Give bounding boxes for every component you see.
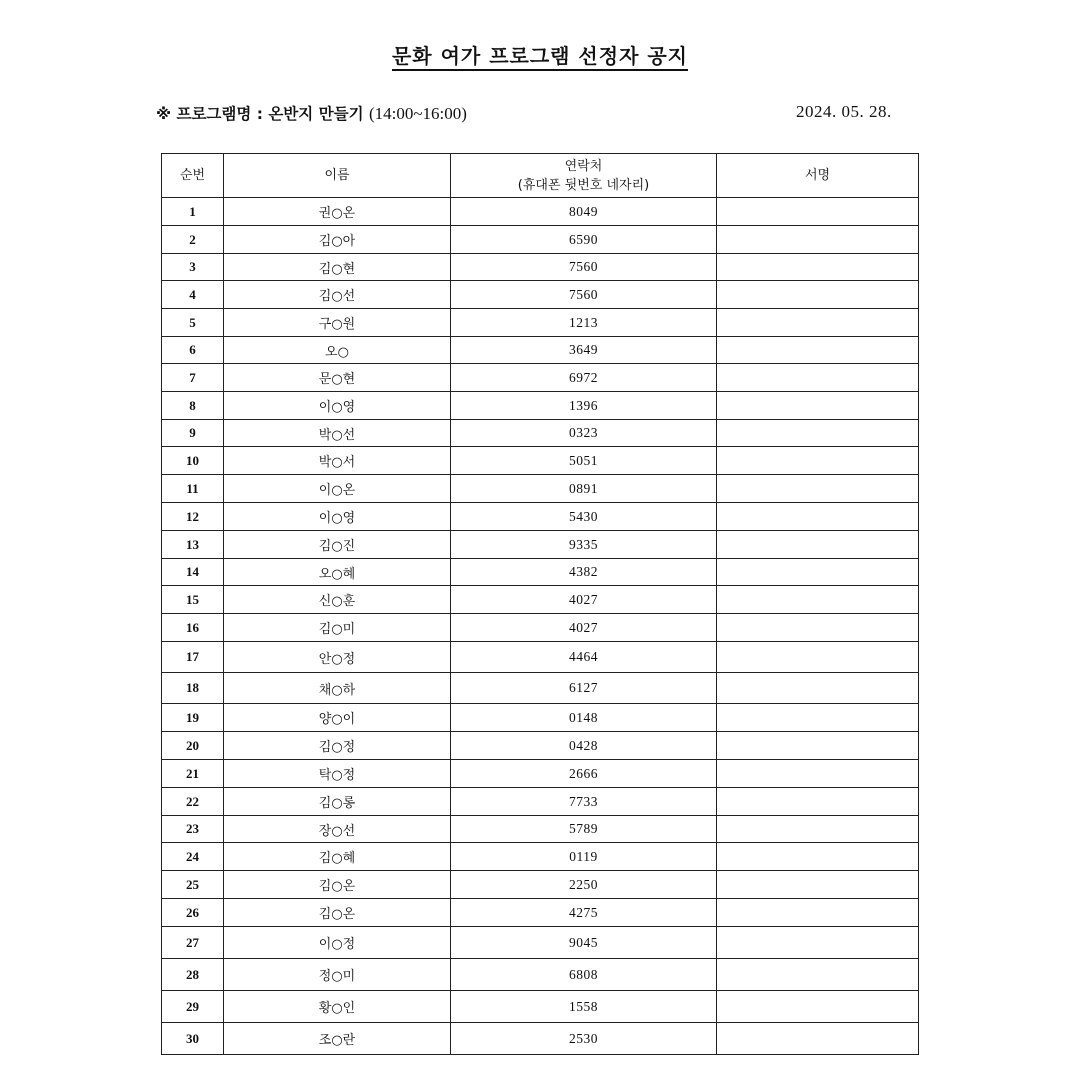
- table-row: [162, 559, 919, 586]
- row-name: 이○온: [224, 475, 451, 503]
- row-number: 1: [162, 198, 224, 226]
- row-name: 양○이: [224, 704, 451, 732]
- program-name: ※ 프로그램명 : 온반지 만들기: [156, 105, 369, 123]
- row-name: 이○정: [224, 927, 451, 959]
- row-name: 이○영: [224, 392, 451, 420]
- row-phone: 6590: [451, 226, 717, 254]
- table-row: [162, 198, 919, 226]
- row-phone: 8049: [451, 198, 717, 226]
- row-signature[interactable]: [717, 843, 919, 871]
- row-name: 김○혜: [224, 843, 451, 871]
- row-signature[interactable]: [717, 927, 919, 959]
- selected-participants-table: [161, 153, 919, 1055]
- row-name: 탁○정: [224, 760, 451, 788]
- row-number: 19: [162, 704, 224, 732]
- row-name: 정○미: [224, 959, 451, 991]
- program-time: (14:00~16:00): [368, 104, 467, 123]
- row-signature[interactable]: [717, 614, 919, 642]
- row-name: 김○온: [224, 871, 451, 899]
- table-row: [162, 816, 919, 843]
- row-name: 김○선: [224, 281, 451, 309]
- row-phone: 2530: [451, 1023, 717, 1055]
- row-name: 신○훈: [224, 586, 451, 614]
- row-phone: 6127: [451, 673, 717, 704]
- document-title: 문화 여가 프로그램 선정자 공지: [392, 44, 688, 71]
- row-phone: 9335: [451, 531, 717, 559]
- row-number: 23: [162, 816, 224, 843]
- row-name: 김○미: [224, 614, 451, 642]
- document-title-wrap: [0, 40, 1080, 69]
- table-row: [162, 531, 919, 559]
- row-phone: 0891: [451, 475, 717, 503]
- row-name: 이○영: [224, 503, 451, 531]
- table-row: [162, 364, 919, 392]
- row-name: 김○롱: [224, 788, 451, 816]
- row-signature[interactable]: [717, 226, 919, 254]
- row-phone: 0119: [451, 843, 717, 871]
- row-name: 오○: [224, 337, 451, 364]
- row-phone: 7560: [451, 281, 717, 309]
- row-number: 20: [162, 732, 224, 760]
- row-number: 30: [162, 1023, 224, 1055]
- table-row: [162, 899, 919, 927]
- row-signature[interactable]: [717, 198, 919, 226]
- row-number: 22: [162, 788, 224, 816]
- row-phone: 6808: [451, 959, 717, 991]
- row-signature[interactable]: [717, 281, 919, 309]
- row-name: 김○온: [224, 899, 451, 927]
- row-signature[interactable]: [717, 309, 919, 337]
- row-number: 10: [162, 447, 224, 475]
- row-name: 황○인: [224, 991, 451, 1023]
- header-signature: 서명: [717, 154, 919, 198]
- row-name: 채○하: [224, 673, 451, 704]
- row-signature[interactable]: [717, 1023, 919, 1055]
- row-number: 28: [162, 959, 224, 991]
- row-name: 박○서: [224, 447, 451, 475]
- table-row: [162, 704, 919, 732]
- row-signature[interactable]: [717, 959, 919, 991]
- row-signature[interactable]: [717, 531, 919, 559]
- table-row: [162, 871, 919, 899]
- row-phone: 5051: [451, 447, 717, 475]
- table-row: [162, 586, 919, 614]
- row-number: 8: [162, 392, 224, 420]
- row-phone: 4027: [451, 614, 717, 642]
- row-number: 17: [162, 642, 224, 673]
- row-phone: 1396: [451, 392, 717, 420]
- row-number: 2: [162, 226, 224, 254]
- row-number: 21: [162, 760, 224, 788]
- row-signature[interactable]: [717, 392, 919, 420]
- row-phone: 7560: [451, 254, 717, 281]
- row-phone: 2666: [451, 760, 717, 788]
- row-phone: 7733: [451, 788, 717, 816]
- row-name: 문○현: [224, 364, 451, 392]
- row-number: 7: [162, 364, 224, 392]
- table-row: [162, 642, 919, 673]
- table-header-row: [162, 154, 919, 198]
- row-phone: 0323: [451, 420, 717, 447]
- table-body: [162, 198, 919, 1055]
- row-name: 김○아: [224, 226, 451, 254]
- header-number: 순번: [162, 154, 224, 198]
- table-row: [162, 226, 919, 254]
- row-signature[interactable]: [717, 420, 919, 447]
- row-phone: 9045: [451, 927, 717, 959]
- row-number: 18: [162, 673, 224, 704]
- row-phone: 4382: [451, 559, 717, 586]
- row-signature[interactable]: [717, 673, 919, 704]
- row-phone: 2250: [451, 871, 717, 899]
- table-row: [162, 843, 919, 871]
- row-phone: 4027: [451, 586, 717, 614]
- header-name: 이름: [224, 154, 451, 198]
- table-row: [162, 392, 919, 420]
- table-row: [162, 503, 919, 531]
- row-name: 오○혜: [224, 559, 451, 586]
- table-row: [162, 447, 919, 475]
- row-signature[interactable]: [717, 704, 919, 732]
- row-number: 27: [162, 927, 224, 959]
- row-signature[interactable]: [717, 788, 919, 816]
- row-signature[interactable]: [717, 816, 919, 843]
- table-row: [162, 959, 919, 991]
- row-number: 14: [162, 559, 224, 586]
- table-row: [162, 309, 919, 337]
- row-phone: 1213: [451, 309, 717, 337]
- row-number: 3: [162, 254, 224, 281]
- row-number: 5: [162, 309, 224, 337]
- row-number: 24: [162, 843, 224, 871]
- row-number: 29: [162, 991, 224, 1023]
- row-signature[interactable]: [717, 559, 919, 586]
- header-contact: [451, 154, 717, 198]
- table-row: [162, 673, 919, 704]
- table-row: [162, 254, 919, 281]
- row-signature[interactable]: [717, 871, 919, 899]
- row-phone: 5789: [451, 816, 717, 843]
- row-signature[interactable]: [717, 447, 919, 475]
- row-name: 김○정: [224, 732, 451, 760]
- row-signature[interactable]: [717, 732, 919, 760]
- table-row: [162, 337, 919, 364]
- header-contact-subtitle: (휴대폰 뒷번호 네자리): [517, 177, 650, 193]
- row-signature[interactable]: [717, 475, 919, 503]
- row-number: 11: [162, 475, 224, 503]
- row-signature[interactable]: [717, 337, 919, 364]
- row-number: 26: [162, 899, 224, 927]
- row-phone: 6972: [451, 364, 717, 392]
- row-signature[interactable]: [717, 642, 919, 673]
- row-signature[interactable]: [717, 364, 919, 392]
- row-phone: 1558: [451, 991, 717, 1023]
- row-name: 장○선: [224, 816, 451, 843]
- row-signature[interactable]: [717, 899, 919, 927]
- row-number: 25: [162, 871, 224, 899]
- table-row: [162, 927, 919, 959]
- row-phone: 3649: [451, 337, 717, 364]
- row-number: 12: [162, 503, 224, 531]
- table-row: [162, 614, 919, 642]
- row-signature[interactable]: [717, 760, 919, 788]
- row-signature[interactable]: [717, 586, 919, 614]
- row-number: 13: [162, 531, 224, 559]
- table-row: [162, 475, 919, 503]
- row-phone: 5430: [451, 503, 717, 531]
- row-number: 16: [162, 614, 224, 642]
- table-row: [162, 732, 919, 760]
- table-row: [162, 1023, 919, 1055]
- row-name: 조○란: [224, 1023, 451, 1055]
- program-info: [156, 102, 467, 124]
- table-row: [162, 281, 919, 309]
- row-phone: 4464: [451, 642, 717, 673]
- row-phone: 0148: [451, 704, 717, 732]
- row-number: 4: [162, 281, 224, 309]
- table-row: [162, 760, 919, 788]
- row-name: 김○현: [224, 254, 451, 281]
- row-phone: 4275: [451, 899, 717, 927]
- notice-date: 2024. 05. 28.: [796, 102, 892, 121]
- header-contact-title: 연락처: [564, 158, 603, 174]
- row-name: 권○온: [224, 198, 451, 226]
- table-row: [162, 420, 919, 447]
- row-name: 안○정: [224, 642, 451, 673]
- row-name: 박○선: [224, 420, 451, 447]
- row-signature[interactable]: [717, 254, 919, 281]
- row-phone: 0428: [451, 732, 717, 760]
- table-row: [162, 991, 919, 1023]
- row-number: 6: [162, 337, 224, 364]
- row-signature[interactable]: [717, 503, 919, 531]
- row-signature[interactable]: [717, 991, 919, 1023]
- row-name: 김○진: [224, 531, 451, 559]
- table-row: [162, 788, 919, 816]
- row-name: 구○원: [224, 309, 451, 337]
- row-number: 15: [162, 586, 224, 614]
- row-number: 9: [162, 420, 224, 447]
